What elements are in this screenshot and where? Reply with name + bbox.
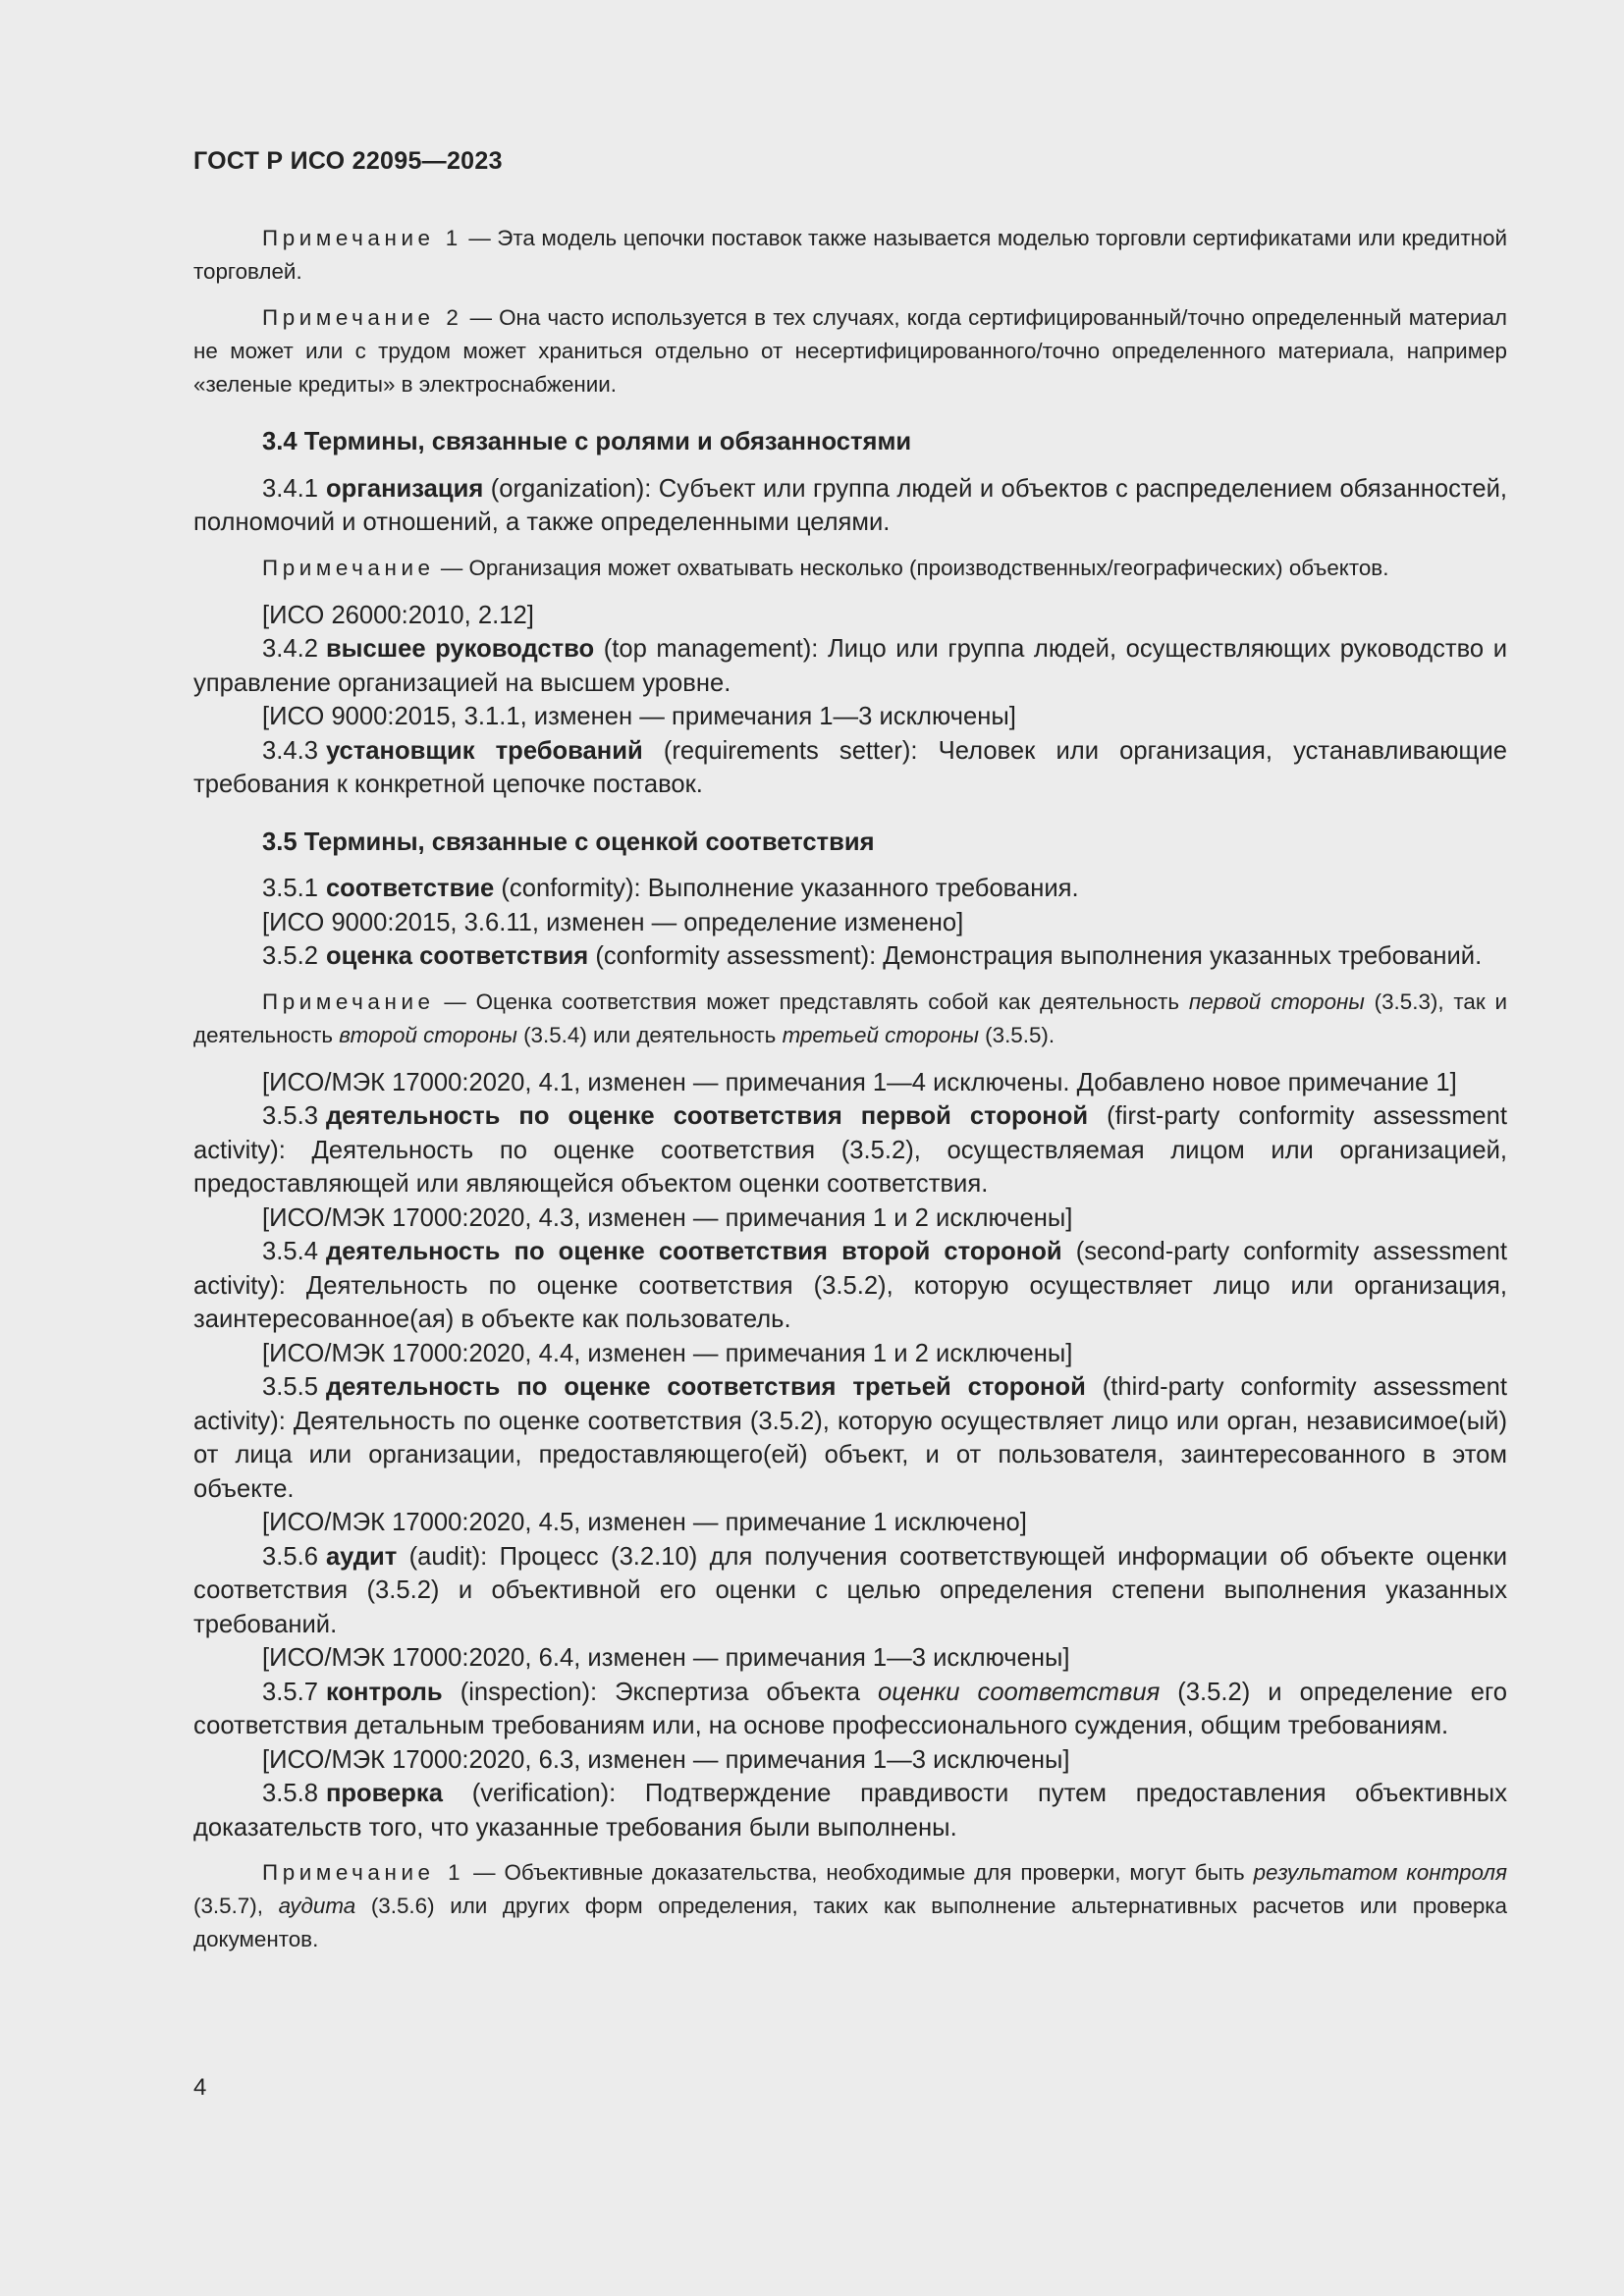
term-definition: (second-party conformity assessment activity): Деятельность по оценке соответствия (3.5.2), которую осуществляет лицо или организация, заинтересованное(ая) в объекте как пользователь.	[193, 1238, 1507, 1333]
term-definition: (3.5.2) и определение его соответствия детальным требованиям или, на основе профессионального суждения, общим требованиям.	[193, 1678, 1507, 1739]
term-number: 3.4.3	[262, 736, 318, 765]
term-definition: (top management): Лицо или группа людей, осуществляющих руководство и управление организацией на высшем уровне.	[193, 635, 1507, 697]
term-3-5-8	[193, 1777, 1507, 1844]
term-definition: (inspection): Экспертиза объекта	[442, 1678, 878, 1706]
term-3-5-2	[193, 939, 1507, 974]
term-number: 3.5.3	[262, 1102, 318, 1130]
note-3-5-8	[193, 1856, 1507, 1956]
note-text: (3.5.5).	[978, 1022, 1056, 1047]
note-text: — Эта модель цепочки поставок также называется моделью торговли сертификатами или кредитной торговлей.	[193, 226, 1507, 284]
reference-3-5-2: [ИСО/МЭК 17000:2020, 4.1, изменен — примечания 1—4 исключены. Добавлено новое примечание 1]	[262, 1068, 1457, 1096]
term-number: 3.5.6	[262, 1542, 318, 1571]
term-3-5-6	[193, 1540, 1507, 1642]
reference-3-5-6: [ИСО/МЭК 17000:2020, 6.4, изменен — примечания 1—3 исключены]	[262, 1644, 1070, 1672]
term-definition: (requirements setter): Человек или организация, устанавливающие требования к конкретной цепочке поставок.	[193, 736, 1507, 798]
term-definition: (conformity assessment): Демонстрация выполнения указанных требований.	[588, 942, 1483, 970]
term-number: 3.4.2	[262, 635, 318, 663]
note-emphasis: аудита	[278, 1894, 356, 1918]
note-label: Примечание 1	[262, 1860, 465, 1885]
term-3-5-5	[193, 1370, 1507, 1506]
term-3-4-3	[193, 734, 1507, 802]
term-name: высшее руководство	[325, 635, 595, 663]
note-label: Примечание	[262, 988, 435, 1014]
reference-3-5-3: [ИСО/МЭК 17000:2020, 4.3, изменен — примечания 1 и 2 исключены]	[262, 1203, 1073, 1232]
term-name: деятельность по оценке соответствия второй стороной	[325, 1238, 1062, 1265]
note-2	[193, 301, 1507, 401]
term-number: 3.5.1	[262, 875, 318, 902]
term-3-5-1	[193, 872, 1507, 906]
term-definition: (audit): Процесс (3.2.10) для получения соответствующей информации об объекте оценки соответствия (3.5.2) и объективной его оценки с целью определения степени выполнения указанных требований.	[193, 1542, 1507, 1638]
note-text: — Организация может охватывать несколько (производственных/географических) объектов.	[434, 555, 1389, 580]
term-name: установщик требований	[325, 736, 643, 765]
term-3-5-7	[193, 1676, 1507, 1743]
term-3-5-4	[193, 1235, 1507, 1337]
term-3-4-2	[193, 632, 1507, 700]
note-text: (3.5.4) или деятельность	[516, 1022, 783, 1047]
reference-3-5-4: [ИСО/МЭК 17000:2020, 4.4, изменен — примечания 1 и 2 исключены]	[262, 1339, 1073, 1367]
term-definition: (first-party conformity assessment activity): Деятельность по оценке соответствия (3.5.2), осуществляемая лицом или организацией, предоставляющей или являющейся объектом оценки соответствия.	[193, 1102, 1507, 1198]
document-body	[193, 222, 1507, 1956]
reference-3-5-5: [ИСО/МЭК 17000:2020, 4.5, изменен — примечание 1 исключено]	[262, 1509, 1027, 1536]
term-number: 3.5.7	[262, 1678, 318, 1706]
term-name: проверка	[325, 1780, 443, 1807]
term-definition: (third-party conformity assessment activity): Деятельность по оценке соответствия (3.5.2), которую осуществляет лицо или орган, независимое(ый) от лица или организации, предоставляющего(ей) объект, и от пользователя, заинтересованного в этом объекте.	[193, 1373, 1508, 1503]
term-definition: (organization): Субъект или группа людей и объектов с распределением обязанностей, полномочий и отношений, а также определенными целями.	[193, 474, 1507, 536]
note-1	[193, 222, 1507, 289]
reference-3-5-7: [ИСО/МЭК 17000:2020, 6.3, изменен — примечания 1—3 исключены]	[262, 1745, 1070, 1774]
note-emphasis: результатом контроля	[1253, 1860, 1507, 1885]
note-emphasis: третьей стороны	[782, 1022, 979, 1047]
note-label: Примечание 2	[262, 305, 463, 330]
note-text: (3.5.3), так и деятельность	[193, 988, 1507, 1047]
term-name: деятельность по оценке соответствия третьей стороной	[325, 1373, 1086, 1401]
reference-3-4-1: [ИСО 26000:2010, 2.12]	[262, 601, 534, 629]
term-name: соответствие	[325, 875, 495, 902]
term-emphasis: оценки соответствия	[878, 1678, 1161, 1706]
term-name: аудит	[325, 1542, 398, 1571]
term-number: 3.4.1	[262, 474, 318, 503]
note-text: (3.5.7),	[193, 1894, 279, 1918]
note-text: — Оценка соответствия может представлять собой как деятельность	[434, 988, 1189, 1014]
section-heading-3-4: 3.4 Термины, связанные с ролями и обязанностями	[262, 428, 912, 455]
term-name: деятельность по оценке соответствия первой стороной	[325, 1102, 1089, 1130]
term-3-5-3	[193, 1099, 1507, 1201]
term-3-4-1	[193, 472, 1507, 540]
term-definition: (conformity): Выполнение указанного требования.	[494, 875, 1079, 902]
note-3-5-2	[193, 986, 1507, 1052]
note-emphasis: первой стороны	[1188, 988, 1365, 1014]
term-definition: (verification): Подтверждение правдивости путем предоставления объективных доказательств того, что указанные требования были выполнены.	[193, 1780, 1507, 1842]
page-number: 4	[193, 2074, 207, 2101]
reference-3-4-2: [ИСО 9000:2015, 3.1.1, изменен — примечания 1—3 исключены]	[262, 703, 1016, 730]
term-name: контроль	[325, 1678, 443, 1706]
term-number: 3.5.4	[262, 1238, 318, 1265]
term-number: 3.5.2	[262, 942, 318, 970]
note-text: — Объективные доказательства, необходимые для проверки, могут быть	[464, 1860, 1254, 1885]
note-label: Примечание 1	[262, 226, 462, 250]
term-number: 3.5.8	[262, 1780, 318, 1807]
note-text: — Она часто используется в тех случаях, когда сертифицированный/точно определенный материал не может или с трудом может храниться отдельно от несертифицированного/точно определенного материала, например «зеленые кредиты» в электроснабжении.	[193, 305, 1507, 397]
note-3-4-1	[193, 552, 1507, 585]
term-name: организация	[325, 474, 484, 503]
reference-3-5-1: [ИСО 9000:2015, 3.6.11, изменен — определение изменено]	[262, 908, 964, 936]
note-text: (3.5.6) или других форм определения, таких как выполнение альтернативных расчетов или проверка документов.	[193, 1894, 1508, 1951]
section-heading-3-5: 3.5 Термины, связанные с оценкой соответствия	[262, 828, 875, 856]
term-number: 3.5.5	[262, 1373, 318, 1401]
note-label: Примечание	[262, 555, 435, 580]
document-header: ГОСТ Р ИСО 22095—2023	[193, 147, 503, 175]
note-emphasis: второй стороны	[339, 1022, 517, 1047]
term-name: оценка соответствия	[325, 942, 589, 970]
